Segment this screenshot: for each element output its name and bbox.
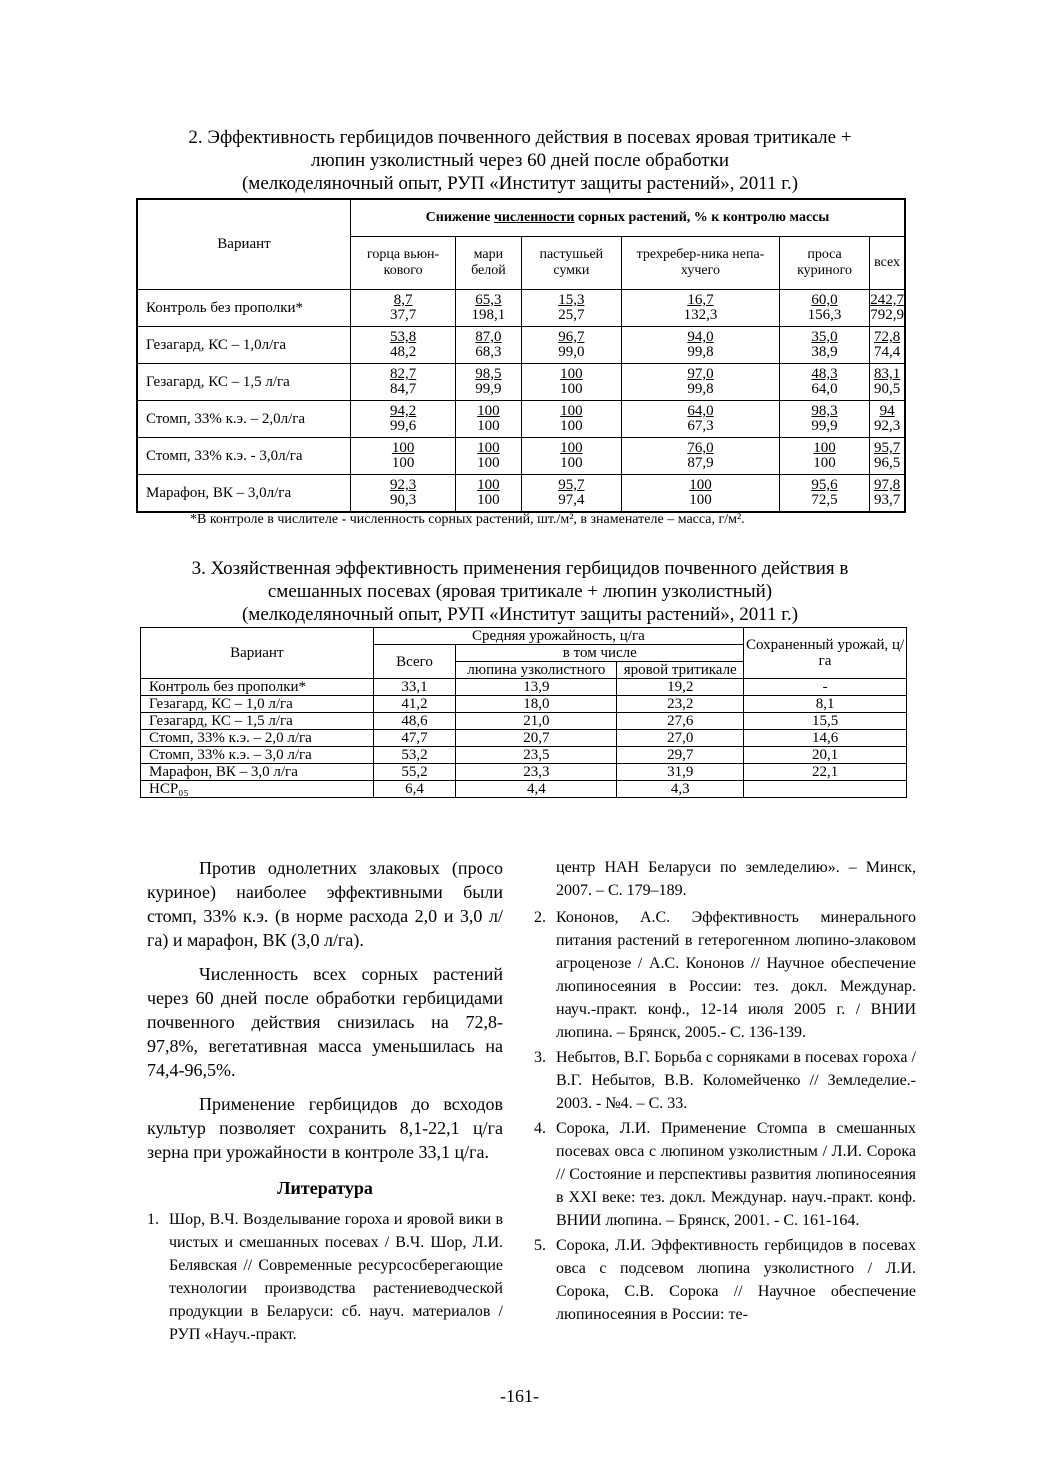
table-cell xyxy=(351,401,456,438)
denominator-mass: 99,8 xyxy=(687,381,714,397)
table2-subheader: всех xyxy=(870,237,905,290)
numerator-count: 98,3 xyxy=(811,403,838,419)
denominator-mass: 96,5 xyxy=(873,455,901,471)
table-cell xyxy=(521,401,621,438)
right-column xyxy=(534,856,916,1328)
table-cell xyxy=(779,364,869,401)
numerator-count: 65,3 xyxy=(475,292,502,308)
table-cell xyxy=(779,327,869,364)
table-cell xyxy=(622,438,780,475)
table-cell: 15,5 xyxy=(744,713,907,730)
numerator-count: 94,2 xyxy=(389,403,417,419)
table3-header-triticale: яровой тритикале xyxy=(617,662,744,679)
denominator-mass: 99,0 xyxy=(558,344,585,360)
numerator-count: 35,0 xyxy=(811,329,838,345)
table-cell xyxy=(456,401,521,438)
numerator-count: 100 xyxy=(477,440,500,456)
row-label: Контроль без прополки* xyxy=(141,679,374,696)
table3-caption-line3: (мелкоделяночный опыт, РУП «Институт защиты растений», 2011 г.) xyxy=(241,604,799,625)
table2-caption-line3: (мелкоделяночный опыт, РУП «Институт защиты растений», 2011 г.) xyxy=(241,173,799,194)
table-cell: 19,2 xyxy=(617,679,744,696)
table-cell xyxy=(744,781,907,798)
numerator-count: 72,8 xyxy=(873,329,901,345)
table-cell: 55,2 xyxy=(373,764,456,781)
denominator-mass: 100 xyxy=(391,455,415,471)
numerator-count: 94,0 xyxy=(687,329,714,345)
table2-caption-line1: 2. Эффективность гербицидов почвенного действия в посевах яровая тритикале + xyxy=(188,127,852,148)
table-cell: 53,2 xyxy=(373,747,456,764)
table-cell: 22,1 xyxy=(744,764,907,781)
numerator-count: 100 xyxy=(477,477,500,493)
table2-subheader: мари белой xyxy=(456,237,521,290)
table-row xyxy=(141,747,907,764)
row-label: Марафон, ВК – 3,0л/га xyxy=(137,475,351,513)
denominator-mass: 100 xyxy=(560,455,583,471)
denominator-mass: 99,6 xyxy=(389,418,417,434)
table-row xyxy=(137,401,905,438)
table-cell: 4,3 xyxy=(617,781,744,798)
row-label: Стомп, 33% к.э. – 2,0л/га xyxy=(137,401,351,438)
table-cell xyxy=(779,401,869,438)
table-row xyxy=(137,290,905,327)
table2 xyxy=(136,198,906,513)
table-cell xyxy=(351,364,456,401)
table-cell xyxy=(521,327,621,364)
table-row xyxy=(137,438,905,475)
table-cell: 20,7 xyxy=(456,730,617,747)
table-cell xyxy=(779,475,869,513)
numerator-count: 15,3 xyxy=(558,292,585,308)
table-cell xyxy=(622,290,780,327)
denominator-mass: 68,3 xyxy=(475,344,502,360)
table-cell: 27,0 xyxy=(617,730,744,747)
table2-subheader: пастушьей сумки xyxy=(521,237,621,290)
numerator-count: 95,6 xyxy=(811,477,838,493)
paragraph-3: Применение гербицидов до всходов культур позволяет сохранить 8,1-22,1 ц/га зерна при урожайности в контроле 33,1 ц/га. xyxy=(147,1094,503,1162)
table-cell xyxy=(521,438,621,475)
table-cell: 4,4 xyxy=(456,781,617,798)
reference-4: 4. Сорока, Л.И. Применение Стомпа в смешанных посевах овса с люпином узколистным / Л.И. Сорока // Состояние и перспективы развития люпиносеяния в XXI веке: тез. докл. Междунар. науч.-практ. конф. ВНИИ люпина. – Брянск, 2001. - С. 161-164. xyxy=(534,1120,916,1229)
denominator-mass: 92,3 xyxy=(873,418,901,434)
denominator-mass: 37,7 xyxy=(389,307,417,323)
table2-subheader: горца вьюн-кового xyxy=(351,237,456,290)
denominator-mass: 198,1 xyxy=(471,307,506,323)
numerator-count: 95,7 xyxy=(873,440,901,456)
table-row xyxy=(141,781,907,798)
numerator-count: 97,8 xyxy=(873,477,901,493)
table2-header-variant: Вариант xyxy=(137,199,351,290)
numerator-count: 94 xyxy=(879,403,895,419)
table-cell: - xyxy=(744,679,907,696)
row-label: Стомп, 33% к.э. - 3,0л/га xyxy=(137,438,351,475)
table-cell xyxy=(351,290,456,327)
denominator-mass: 132,3 xyxy=(683,307,718,323)
numerator-count: 87,0 xyxy=(475,329,502,345)
table3-header-variant: Вариант xyxy=(141,628,374,679)
denominator-mass: 100 xyxy=(813,455,836,471)
table-cell xyxy=(351,438,456,475)
table3-header-yield: Средняя урожайность, ц/га xyxy=(373,628,744,645)
table-row xyxy=(137,364,905,401)
table-cell xyxy=(622,475,780,513)
denominator-mass: 100 xyxy=(689,492,712,508)
table-cell xyxy=(521,475,621,513)
table-cell xyxy=(456,327,521,364)
denominator-mass: 72,5 xyxy=(811,492,838,508)
table2-caption-line2: люпин узколистный через 60 дней после обработки xyxy=(311,150,729,171)
numerator-count: 100 xyxy=(560,440,583,456)
denominator-mass: 100 xyxy=(477,418,500,434)
table-cell xyxy=(521,290,621,327)
table-cell xyxy=(870,401,905,438)
table-cell: 23,2 xyxy=(617,696,744,713)
table-cell xyxy=(870,290,905,327)
table-row xyxy=(141,764,907,781)
table3-header-incl: в том числе xyxy=(456,645,744,662)
denominator-mass: 99,9 xyxy=(475,381,502,397)
denominator-mass: 64,0 xyxy=(811,381,838,397)
table-cell xyxy=(456,364,521,401)
reference-3: 3. Небытов, В.Г. Борьба с сорняками в посевах гороха / В.Г. Небытов, В.В. Коломейченко // Земледелие.- 2003. - №4. – С. 33. xyxy=(534,1049,916,1112)
denominator-mass: 792,9 xyxy=(870,307,904,323)
table-row xyxy=(141,696,907,713)
row-label: Гезагард, КС – 1,0 л/га xyxy=(141,696,374,713)
paragraph-1: Против однолетних злаковых (просо куриное) наиболее эффективными были стомп, 33% к.э. (в норме расхода 2,0 и 3,0 л/га) и марафон, ВК (3,0 л/га). xyxy=(147,858,503,950)
denominator-mass: 100 xyxy=(477,455,500,471)
table-cell: 47,7 xyxy=(373,730,456,747)
table2-footnote: *В контроле в числителе - численность сорных растений, шт./м², в знаменателе – масса, г/м². xyxy=(190,512,745,527)
table-cell: 27,6 xyxy=(617,713,744,730)
numerator-count: 98,5 xyxy=(475,366,502,382)
denominator-mass: 48,2 xyxy=(389,344,417,360)
table2-subheader: трехребер-ника непа-хучего xyxy=(622,237,780,290)
table2-subheader: проса куриного xyxy=(779,237,869,290)
table-cell xyxy=(622,401,780,438)
reference-1-continued: центр НАН Беларуси по земледелию». – Минск, 2007. – С. 179–189. xyxy=(556,859,916,899)
numerator-count: 76,0 xyxy=(687,440,714,456)
table2-header-group: Снижение численности сорных растений, % к контролю массы xyxy=(351,199,906,237)
table-cell: 8,1 xyxy=(744,696,907,713)
table-cell: 23,5 xyxy=(456,747,617,764)
reference-5: 5. Сорока, Л.И. Эффективность гербицидов в посевах овса с подсевом люпина узколистного / Л.И. Сорока, С.В. Сорока // Научное обеспечение люпиносеяния в России: те- xyxy=(534,1237,916,1323)
table-cell: 41,2 xyxy=(373,696,456,713)
denominator-mass: 74,4 xyxy=(873,344,901,360)
table-cell: 20,1 xyxy=(744,747,907,764)
row-label: Гезагард, КС – 1,0л/га xyxy=(137,327,351,364)
row-label: Гезагард, КС – 1,5 л/га xyxy=(141,713,374,730)
row-label: Стомп, 33% к.э. – 2,0 л/га xyxy=(141,730,374,747)
denominator-mass: 93,7 xyxy=(873,492,901,508)
table-cell xyxy=(456,438,521,475)
denominator-mass: 100 xyxy=(477,492,500,508)
numerator-count: 83,1 xyxy=(873,366,901,382)
table-cell: 48,6 xyxy=(373,713,456,730)
denominator-mass: 156,3 xyxy=(807,307,842,323)
table-cell xyxy=(351,327,456,364)
table-row xyxy=(141,730,907,747)
table-row xyxy=(137,327,905,364)
table-cell xyxy=(870,327,905,364)
table-cell: 13,9 xyxy=(456,679,617,696)
table3 xyxy=(140,627,907,798)
table-cell xyxy=(456,475,521,513)
numerator-count: 100 xyxy=(477,403,500,419)
table-cell xyxy=(622,327,780,364)
table-cell xyxy=(622,364,780,401)
numerator-count: 64,0 xyxy=(687,403,714,419)
row-label: Гезагард, КС – 1,5 л/га xyxy=(137,364,351,401)
table-row xyxy=(141,679,907,696)
reference-2: 2. Кононов, А.С. Эффективность минерального питания растений в гетерогенном люпино-злаковом агроценозе / А.С. Кононов // Научное обеспечение люпиносеяния в России: тез. докл. Междунар. науч.-практ. конф., 12-14 июля 2005 г. / ВНИИ люпина. – Брянск, 2005.- С. 136-139. xyxy=(534,909,916,1041)
denominator-mass: 38,9 xyxy=(811,344,838,360)
table-cell xyxy=(870,438,905,475)
table3-header-total: Всего xyxy=(373,645,456,679)
numerator-count: 100 xyxy=(560,403,583,419)
denominator-mass: 100 xyxy=(560,381,583,397)
table-cell xyxy=(521,364,621,401)
table-cell: 29,7 xyxy=(617,747,744,764)
denominator-mass: 99,8 xyxy=(687,344,714,360)
table-row xyxy=(141,713,907,730)
numerator-count: 82,7 xyxy=(389,366,417,382)
row-label: Стомп, 33% к.э. – 3,0 л/га xyxy=(141,747,374,764)
reference-1: 1. Шор, В.Ч. Возделывание гороха и яровой вики в чистых и смешанных посевах / В.Ч. Шор, Л.И. Белявская // Современные ресурсосберегающие технологии производства растениеводческой продукции в Беларуси: сб. науч. материалов / РУП «Науч.-практ. xyxy=(147,1211,503,1343)
numerator-count: 8,7 xyxy=(393,292,413,308)
table-cell: 23,3 xyxy=(456,764,617,781)
table-cell: 21,0 xyxy=(456,713,617,730)
numerator-count: 53,8 xyxy=(389,329,417,345)
numerator-count: 95,7 xyxy=(558,477,585,493)
denominator-mass: 67,3 xyxy=(687,418,714,434)
table-cell xyxy=(870,364,905,401)
table3-caption-line2: смешанных посевах (яровая тритикале + люпин узколистный) xyxy=(267,581,773,602)
table-cell xyxy=(351,475,456,513)
paragraph-2: Численность всех сорных растений через 60 дней после обработки гербицидами почвенного действия снизилась на 72,8-97,8%, вегетативная масса уменьшилась на 74,4-96,5%. xyxy=(147,964,503,1080)
denominator-mass: 90,5 xyxy=(873,381,901,397)
table3-caption-line1: 3. Хозяйственная эффективность применения гербицидов почвенного действия в xyxy=(191,558,849,579)
row-label: Марафон, ВК – 3,0 л/га xyxy=(141,764,374,781)
table-cell: 33,1 xyxy=(373,679,456,696)
table-cell: 18,0 xyxy=(456,696,617,713)
denominator-mass: 97,4 xyxy=(558,492,585,508)
numerator-count: 96,7 xyxy=(558,329,585,345)
table-cell xyxy=(456,290,521,327)
table-cell xyxy=(779,290,869,327)
denominator-mass: 87,9 xyxy=(687,455,714,471)
table2-caption xyxy=(130,126,910,195)
denominator-mass: 25,7 xyxy=(558,307,585,323)
table3-header-saved: Сохраненный урожай, ц/га xyxy=(744,628,907,679)
row-label: Контроль без прополки* xyxy=(137,290,351,327)
numerator-count: 100 xyxy=(689,477,712,493)
numerator-count: 16,7 xyxy=(687,292,714,308)
numerator-count: 92,3 xyxy=(389,477,417,493)
row-label: НСР₀₅ xyxy=(141,781,374,798)
numerator-count: 48,3 xyxy=(811,366,838,382)
table-cell: 6,4 xyxy=(373,781,456,798)
left-column xyxy=(147,856,503,1348)
page-number: -161- xyxy=(500,1386,539,1406)
denominator-mass: 90,3 xyxy=(389,492,417,508)
table-row xyxy=(137,475,905,513)
numerator-count: 242,7 xyxy=(870,292,904,308)
denominator-mass: 99,9 xyxy=(811,418,838,434)
denominator-mass: 100 xyxy=(560,418,583,434)
numerator-count: 60,0 xyxy=(811,292,838,308)
table-cell: 31,9 xyxy=(617,764,744,781)
table-cell xyxy=(870,475,905,513)
numerator-count: 97,0 xyxy=(687,366,714,382)
numerator-count: 100 xyxy=(560,366,583,382)
table-cell xyxy=(779,438,869,475)
denominator-mass: 84,7 xyxy=(389,381,417,397)
table3-header-lupin: люпина узколистного xyxy=(456,662,617,679)
table-cell: 14,6 xyxy=(744,730,907,747)
numerator-count: 100 xyxy=(391,440,415,456)
numerator-count: 100 xyxy=(813,440,836,456)
literature-heading: Литература xyxy=(277,1178,373,1198)
table3-caption xyxy=(130,557,910,626)
